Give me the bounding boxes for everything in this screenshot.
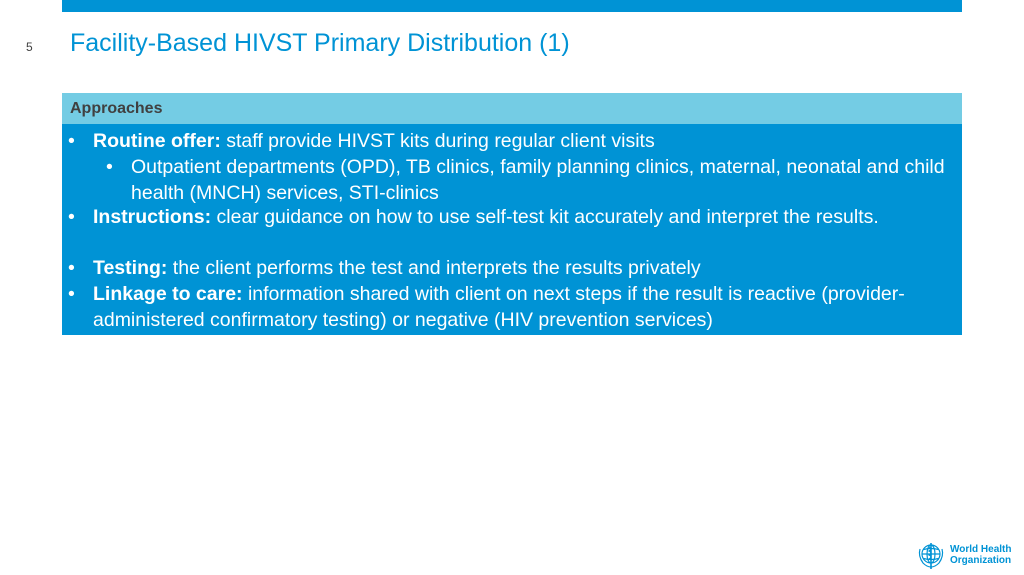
bullet-bold-label: Instructions: <box>93 206 212 228</box>
bullet-body: clear guidance on how to use self-test kit accurately and interpret the results. <box>211 206 879 228</box>
bullet-text <box>68 129 948 155</box>
bullet-body: staff provide HIVST kits during regular client visits <box>220 130 655 152</box>
bullet-body: information shared with client on next steps if the result is reactive (provider-administered confirmatory testing) or negative (HIV prevention services) <box>93 283 905 331</box>
bullet-dot: • <box>68 257 75 279</box>
slide-title: Facility-Based HIVST Primary Distribution (1) <box>70 29 570 57</box>
top-accent-bar <box>62 0 962 12</box>
bullet-bold-label: Routine offer: <box>93 130 221 152</box>
sub-bullet-departments <box>106 155 948 206</box>
bullet-dot: • <box>68 206 75 228</box>
who-logo-text <box>950 544 1011 566</box>
table-header-label: Approaches <box>70 100 163 117</box>
bullet-text <box>68 205 948 231</box>
bullet-bold-label: Linkage to care: <box>93 283 243 305</box>
bullet-dot: • <box>68 283 75 305</box>
bullet-bold-label: Testing: <box>93 257 168 279</box>
bullet-body: the client performs the test and interprets the results privately <box>167 257 701 279</box>
bullet-linkage-to-care <box>68 282 948 333</box>
bullet-text <box>68 282 948 333</box>
who-logo-line1: World Health <box>950 544 1012 555</box>
table-header <box>62 93 962 124</box>
who-emblem-icon <box>916 540 946 570</box>
bullet-instructions <box>68 205 948 231</box>
who-logo <box>916 539 1016 571</box>
slide-number: 5 <box>26 40 33 54</box>
bullet-text <box>106 155 948 206</box>
bullet-dot: • <box>106 156 113 178</box>
approaches-content <box>62 124 962 335</box>
bullet-dot: • <box>68 130 75 152</box>
who-logo-line2: Organization <box>950 555 1012 566</box>
bullet-routine-offer <box>68 129 948 155</box>
bullet-text <box>68 256 948 282</box>
bullet-testing <box>68 256 948 282</box>
bullet-body: Outpatient departments (OPD), TB clinics, family planning clinics, maternal, neonatal and child health (MNCH) services, STI-clinics <box>131 156 945 204</box>
